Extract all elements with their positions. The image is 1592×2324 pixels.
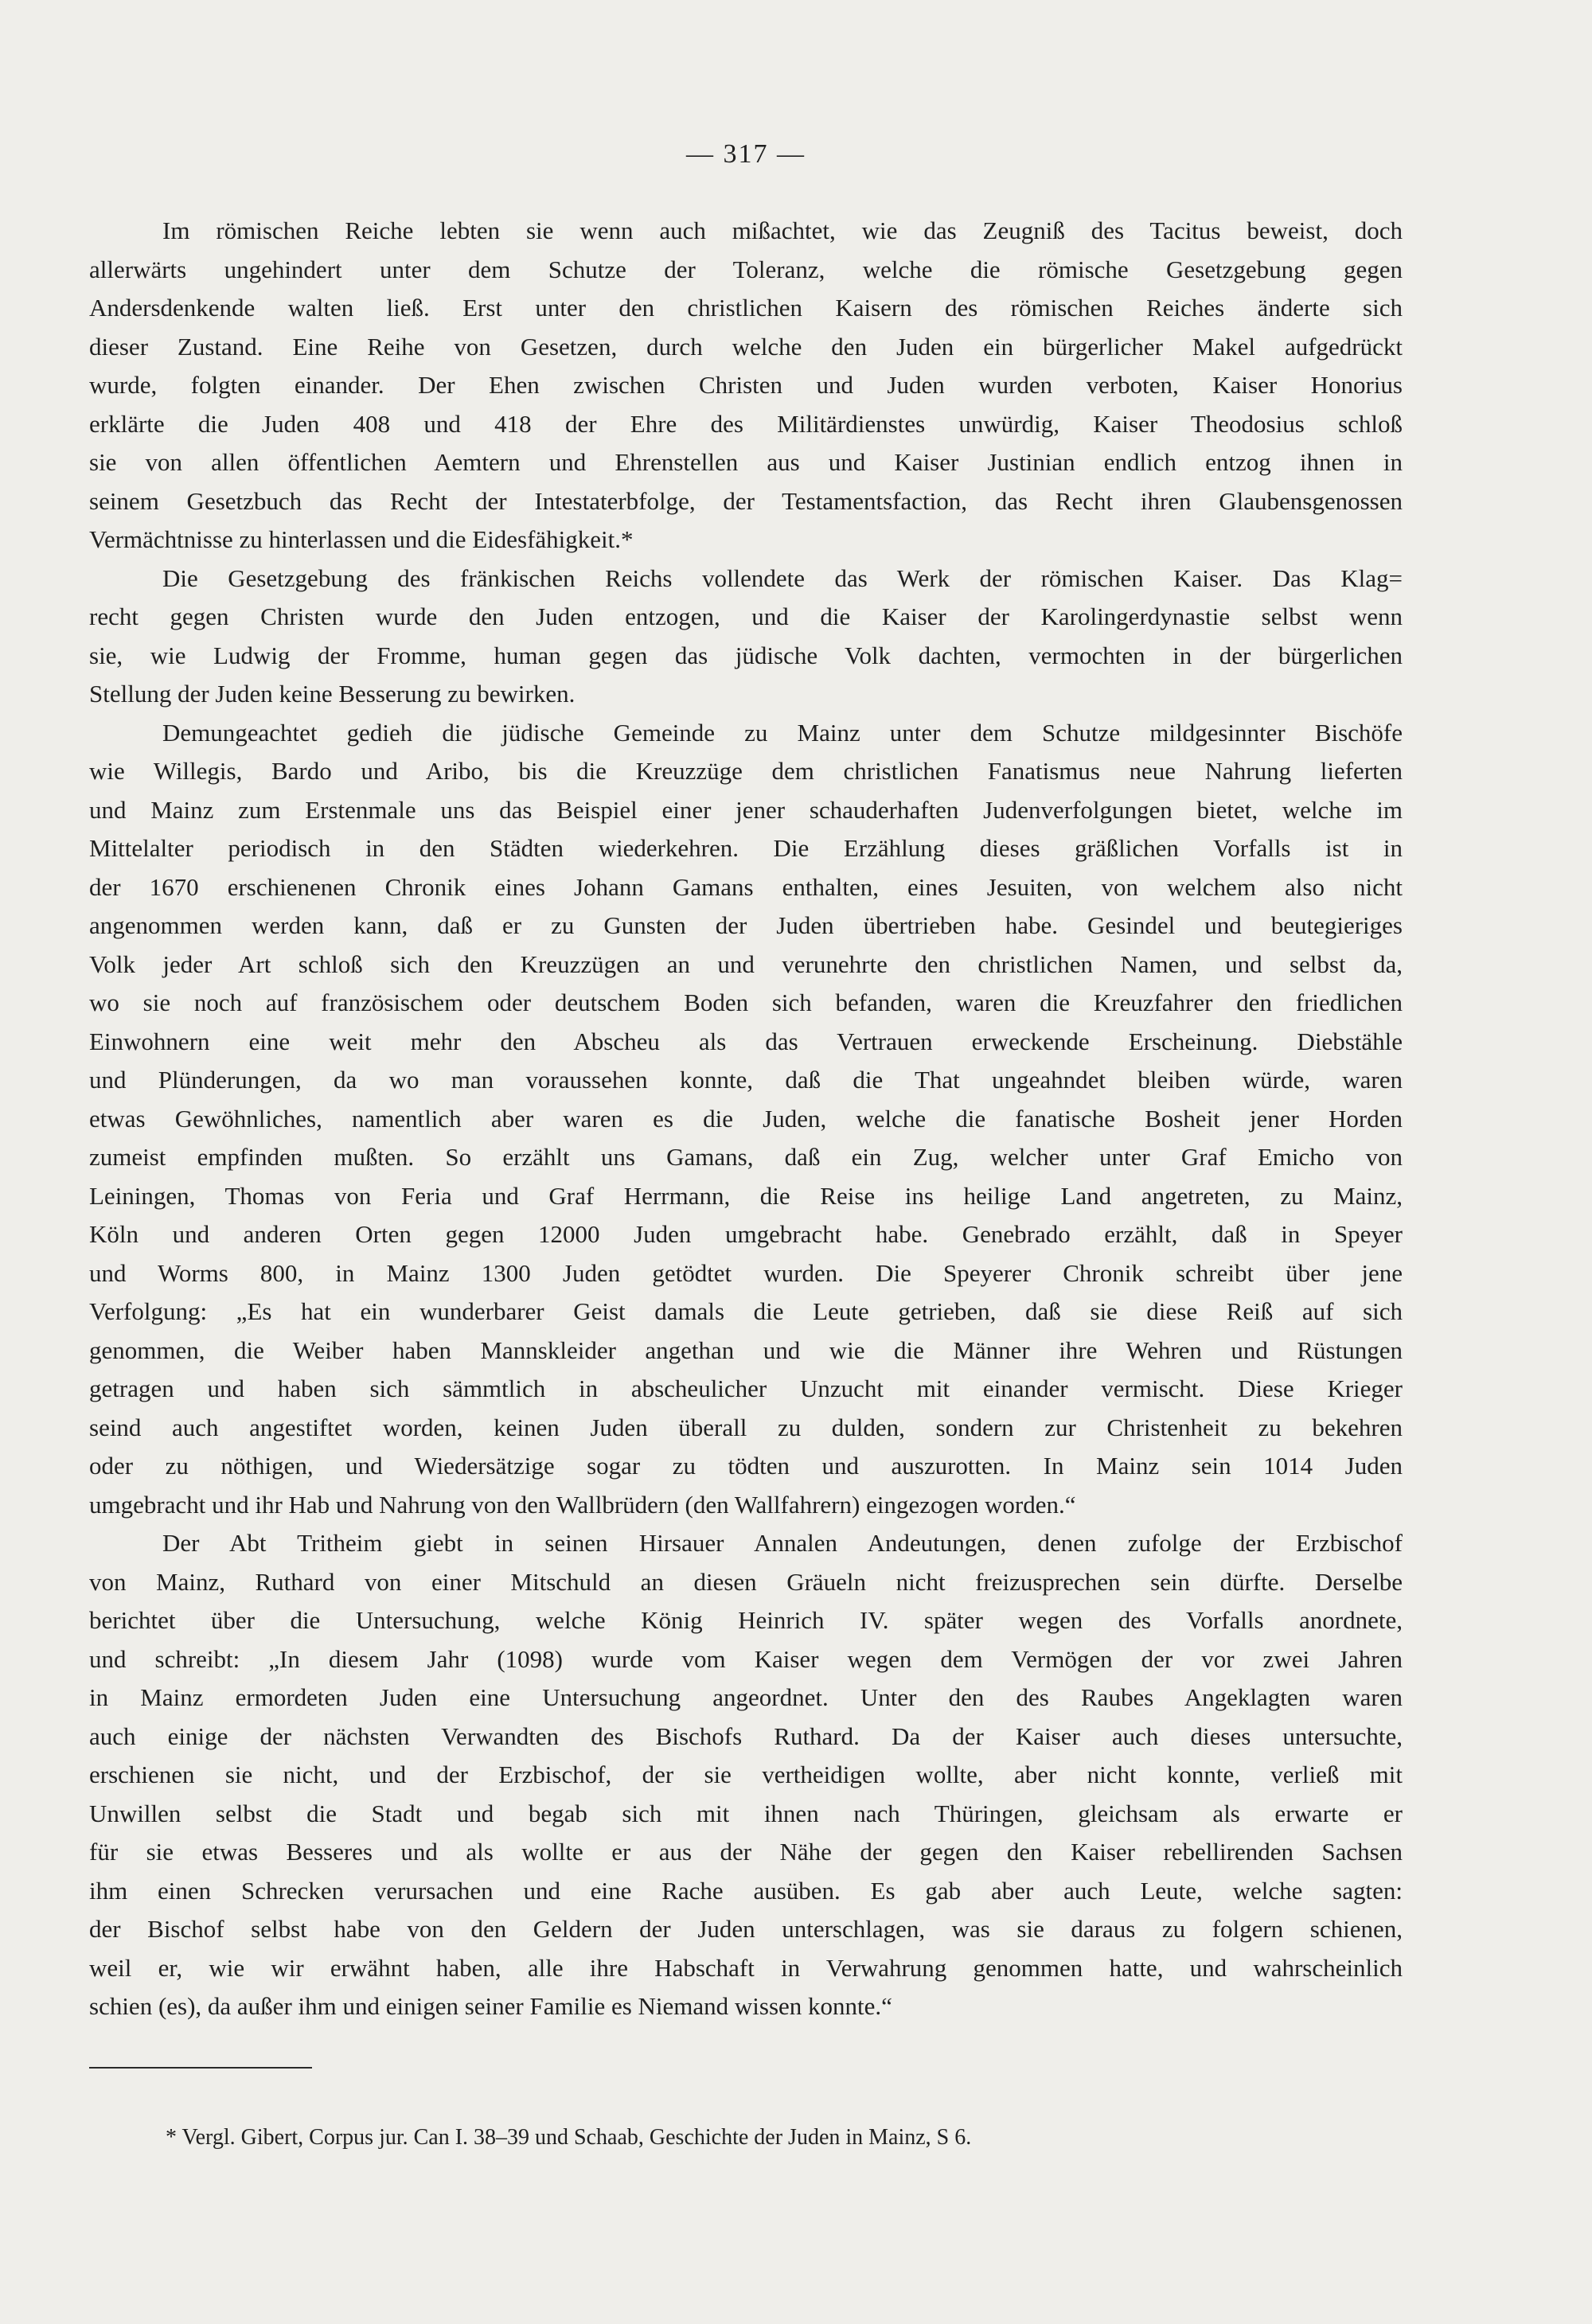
text-line: Im römischen Reiche lebten sie wenn auch mißachtet, wie das Zeugniß des Tacitus beweist, doch (162, 216, 1403, 244)
text-line: oder zu nöthigen, und Wiedersätzige sogar zu tödten und auszurotten. In Mainz sein 1014 Juden (89, 1452, 1403, 1480)
text-line: der Bischof selbst habe von den Geldern der Juden unterschlagen, was sie daraus zu folgern schienen, (89, 1915, 1403, 1943)
text-line: auch einige der nächsten Verwandten des Bischofs Ruthard. Da der Kaiser auch dieses untersuchte, (89, 1722, 1403, 1750)
text-line: seinem Gesetzbuch das Recht der Intestaterbfolge, der Testamentsfaction, das Recht ihren Glaubensgenossen (89, 486, 1403, 515)
text-line: recht gegen Christen wurde den Juden entzogen, und die Kaiser der Karolingerdynastie selbst wenn (89, 602, 1403, 630)
text-line: Vermächtnisse zu hinterlassen und die Eidesfähigkeit.* (89, 525, 634, 553)
text-line: für sie etwas Besseres und als wollte er aus der Nähe der gegen den Kaiser rebellirenden Sachsen (89, 1838, 1403, 1866)
text-line: ihm einen Schrecken verursachen und eine Rache ausüben. Es gab aber auch Leute, welche sagten: (89, 1876, 1403, 1905)
text-line: Leiningen, Thomas von Feria und Graf Herrmann, die Reise ins heilige Land angetreten, zu Mainz, (89, 1181, 1403, 1210)
text-line: genommen, die Weiber haben Mannskleider angethan und wie die Männer ihre Wehren und Rüstungen (89, 1336, 1403, 1364)
paragraph (89, 212, 1403, 560)
text-line: Verfolgung: „Es hat ein wunderbarer Geist damals die Leute getrieben, daß sie diese Reiß auf sich (89, 1297, 1403, 1325)
text-line: allerwärts ungehindert unter dem Schutze der Toleranz, welche die römische Gesetzgebung gegen (89, 255, 1403, 283)
text-line: sie von allen öffentlichen Aemtern und Ehrenstellen aus und Kaiser Justinian endlich entzog ihnen in (89, 448, 1403, 476)
body-text (89, 212, 1403, 2026)
paragraph (89, 714, 1403, 1525)
footnote-divider (89, 2067, 312, 2069)
text-line: seind auch angestiftet worden, keinen Juden überall zu dulden, sondern zur Christenheit zu bekehren (89, 1413, 1403, 1441)
text-line: und Plünderungen, da wo man voraussehen konnte, daß die That ungeahndet bleiben würde, waren (89, 1066, 1403, 1094)
text-line: Köln und anderen Orten gegen 12000 Juden umgebracht habe. Genebrado erzählt, daß in Speyer (89, 1220, 1403, 1248)
text-line: umgebracht und ihr Hab und Nahrung von den Wallbrüdern (den Wallfahrern) eingezogen worden.“ (89, 1490, 1076, 1519)
paragraph (89, 1524, 1403, 2026)
text-line: zumeist empfinden mußten. So erzählt uns Gamans, daß ein Zug, welcher unter Graf Emicho von (89, 1143, 1403, 1171)
text-line: wie Willegis, Bardo und Aribo, bis die Kreuzzüge dem christlichen Fanatismus neue Nahrung lieferten (89, 757, 1403, 785)
text-line: erklärte die Juden 408 und 418 der Ehre des Militärdienstes unwürdig, Kaiser Theodosius schloß (89, 409, 1403, 438)
text-line: schien (es), da außer ihm und einigen seiner Familie es Niemand wissen konnte.“ (89, 1992, 892, 2020)
footnote: * Vergl. Gibert, Corpus jur. Can I. 38–39 und Schaab, Geschichte der Juden in Mainz, S 6. (166, 2125, 972, 2150)
text-line: Die Gesetzgebung des fränkischen Reichs vollendete das Werk der römischen Kaiser. Das Klag= (162, 563, 1403, 592)
text-line: dieser Zustand. Eine Reihe von Gesetzen, durch welche den Juden ein bürgerlicher Makel aufgedrückt (89, 332, 1403, 361)
text-line: sie, wie Ludwig der Fromme, human gegen das jüdische Volk dachten, vermochten in der bürgerlichen (89, 641, 1403, 669)
text-line: und Mainz zum Erstenmale uns das Beispiel einer jener schauderhaften Judenverfolgungen bietet, welche im (89, 795, 1403, 824)
text-line: weil er, wie wir erwähnt haben, alle ihre Habschaft in Verwahrung genommen hatte, und wahrscheinlich (89, 1953, 1403, 1982)
text-line: Unwillen selbst die Stadt und begab sich mit ihnen nach Thüringen, gleichsam als erwarte er (89, 1799, 1403, 1827)
text-line: der 1670 erschienenen Chronik eines Johann Gamans enthalten, eines Jesuiten, von welchem also nicht (89, 872, 1403, 901)
text-line: angenommen werden kann, daß er zu Gunsten der Juden übertrieben habe. Gesindel und beutegieriges (89, 911, 1403, 939)
text-line: berichtet über die Untersuchung, welche König Heinrich IV. später wegen des Vorfalls anordnete, (89, 1606, 1403, 1634)
text-line: etwas Gewöhnliches, namentlich aber waren es die Juden, welche die fanatische Bosheit jener Horden (89, 1104, 1403, 1133)
text-line: von Mainz, Ruthard von einer Mitschuld an diesen Gräueln nicht freizusprechen sein dürfte. Derselbe (89, 1567, 1403, 1596)
text-line: Volk jeder Art schloß sich den Kreuzzügen an und verunehrte den christlichen Namen, und selbst da, (89, 949, 1403, 978)
text-line: Demungeachtet gedieh die jüdische Gemeinde zu Mainz unter dem Schutze mildgesinnter Bischöfe (162, 718, 1403, 747)
text-line: und schreibt: „In diesem Jahr (1098) wurde vom Kaiser wegen dem Vermögen der vor zwei Jahren (89, 1644, 1403, 1673)
text-line: wurde, folgten einander. Der Ehen zwischen Christen und Juden wurden verboten, Kaiser Honorius (89, 371, 1403, 399)
text-line: erschienen sie nicht, und der Erzbischof, der sie vertheidigen wollte, aber nicht konnte, verließ mit (89, 1761, 1403, 1788)
page-number: — 317 — (686, 139, 806, 169)
text-line: Andersdenkende walten ließ. Erst unter den christlichen Kaisern des römischen Reiches änderte sich (89, 294, 1403, 322)
paragraph (89, 560, 1403, 714)
text-line: getragen und haben sich sämmtlich in abscheulicher Unzucht mit einander vermischt. Diese Krieger (89, 1375, 1403, 1402)
text-line: in Mainz ermordeten Juden eine Untersuchung angeordnet. Unter den des Raubes Angeklagten waren (89, 1683, 1403, 1711)
text-line: Mittelalter periodisch in den Städten wiederkehren. Die Erzählung dieses gräßlichen Vorfalls ist in (89, 834, 1403, 862)
text-line: Einwohnern eine weit mehr den Abscheu als das Vertrauen erweckende Erscheinung. Diebstähle (89, 1027, 1403, 1055)
text-line: Der Abt Tritheim giebt in seinen Hirsauer Annalen Andeutungen, denen zufolge der Erzbischof (162, 1529, 1403, 1557)
text-line: Stellung der Juden keine Besserung zu bewirken. (89, 680, 576, 708)
text-line: wo sie noch auf französischem oder deutschem Boden sich befanden, waren die Kreuzfahrer den friedlichen (89, 988, 1403, 1016)
text-line: und Worms 800, in Mainz 1300 Juden getödtet wurden. Die Speyerer Chronik schreibt über jene (89, 1258, 1403, 1287)
